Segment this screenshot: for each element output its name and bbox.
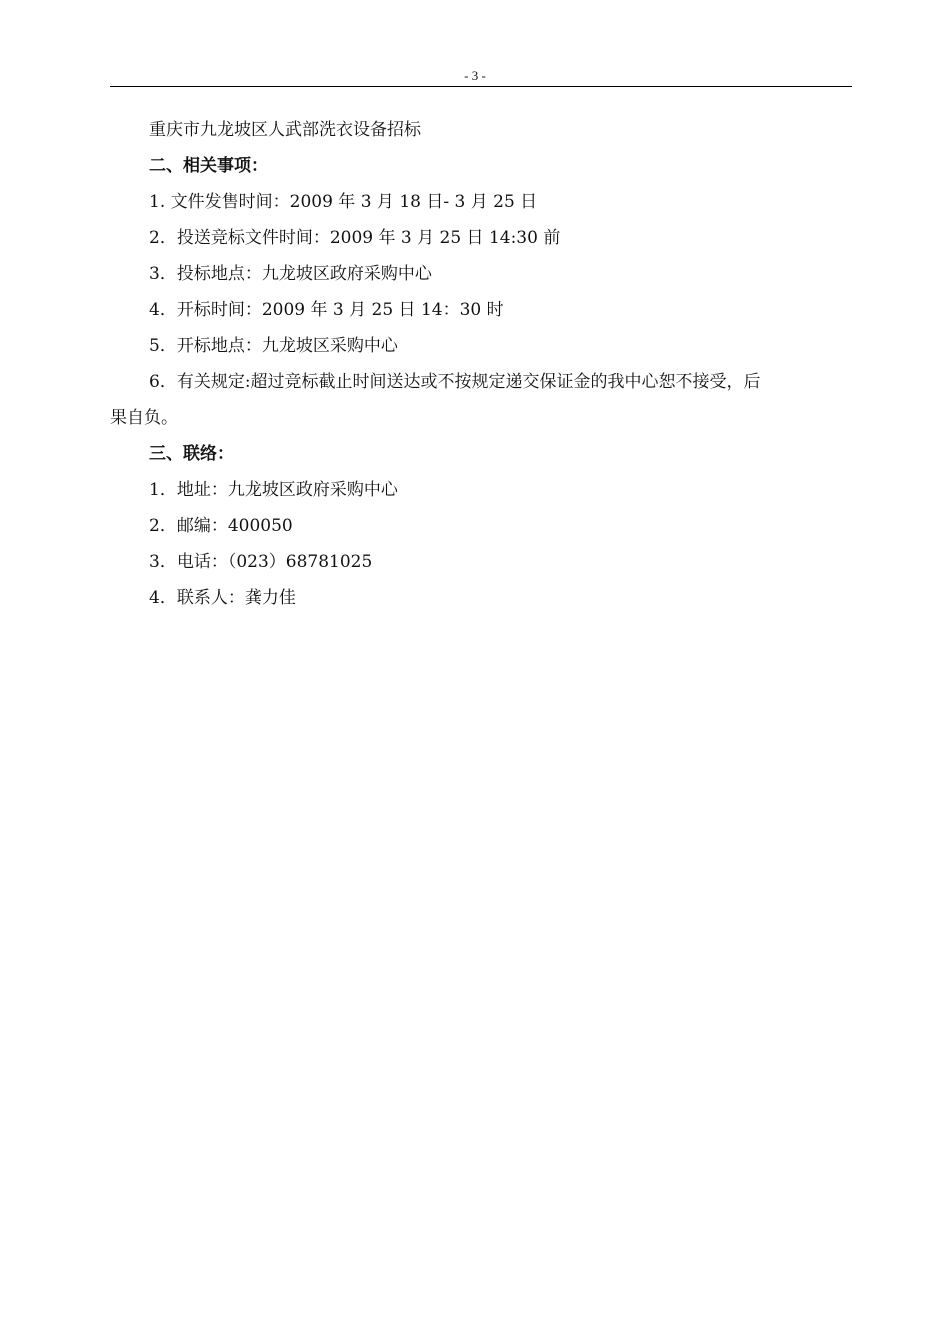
section-two-heading: 二、相关事项：	[149, 156, 268, 176]
contact-address: 1．地址：九龙坡区政府采购中心	[149, 480, 398, 500]
contact-postcode: 2．邮编：400050	[149, 516, 293, 536]
list-item-opening-location: 5．开标地点：九龙坡区采购中心	[149, 336, 398, 356]
document-body	[110, 112, 842, 616]
list-item-submission-time: 2．投送竞标文件时间：2009 年 3 月 25 日 14:30 前	[149, 228, 561, 248]
list-item-opening-time: 4．开标时间：2009 年 3 月 25 日 14：30 时	[149, 300, 504, 320]
list-item-bid-location: 3．投标地点：九龙坡区政府采购中心	[149, 264, 432, 284]
page-number: - 3 -	[464, 68, 486, 83]
contact-person: 4．联系人：龚力佳	[149, 588, 296, 608]
header-divider	[110, 86, 852, 87]
list-item-regulations: 6．有关规定:超过竞标截止时间送达或不按规定递交保证金的我中心恕不接受，后	[149, 372, 761, 392]
contact-phone: 3．电话：（023）68781025	[149, 552, 373, 572]
section-three-heading: 三、联络：	[149, 444, 234, 464]
list-item-regulations-continued: 果自负。	[110, 408, 178, 428]
list-item-sale-time: 1. 文件发售时间：2009 年 3 月 18 日- 3 月 25 日	[149, 192, 538, 212]
project-title-line: 重庆市九龙坡区人武部洗衣设备招标	[149, 120, 421, 140]
